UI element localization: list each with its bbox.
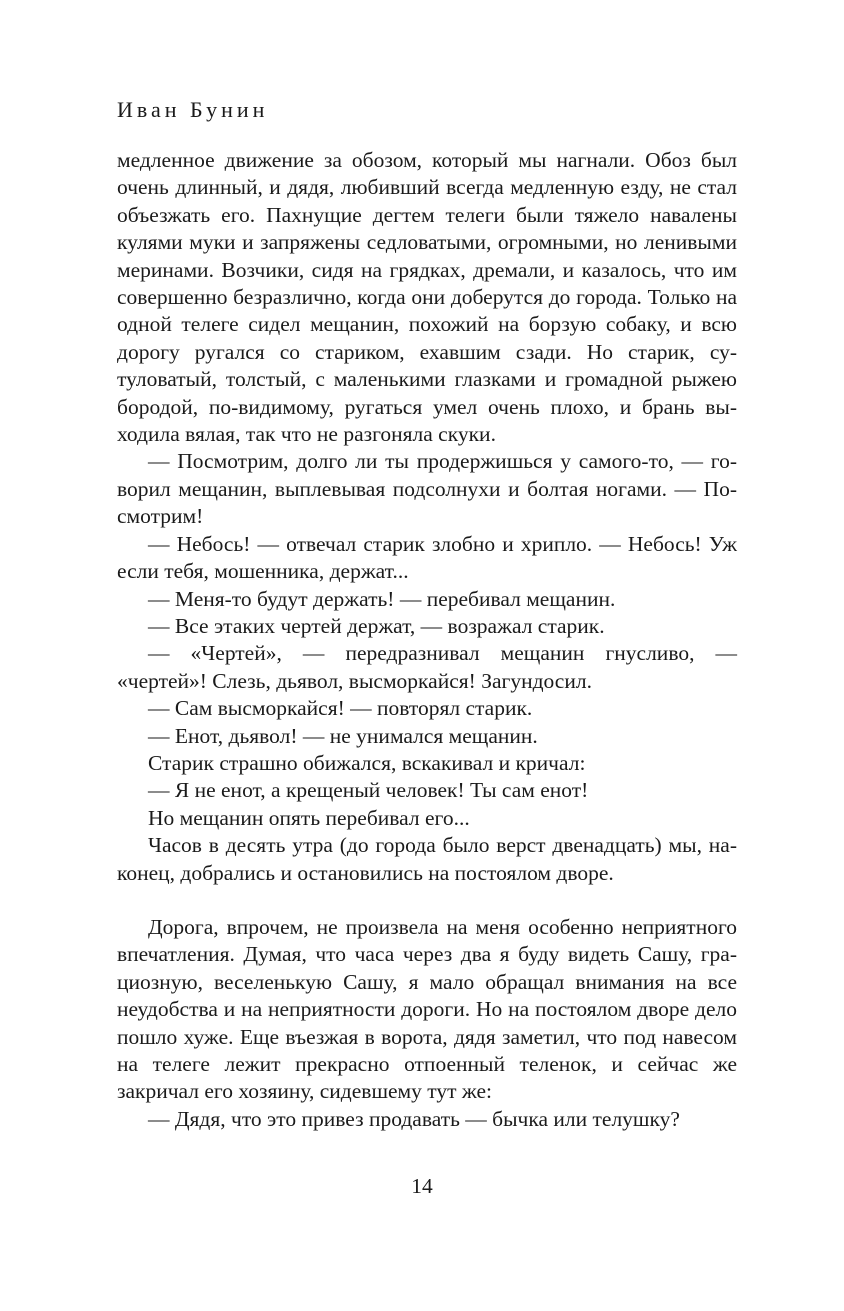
paragraph: медленное движение за обозом, который мы нагнали. Обоз был очень длинный, и дядя, любивший всегда медленную езду, не стал объезжать его. Пахнущие дегтем телеги были тяжело навалены кулями муки и запряжены седловатыми, огромными, но ленивыми меринами. Возчики, сидя на грядках, дремали, и казалось, что им совершенно безразлично, когда они доберутся до города. Только на одной телеге сидел мещанин, похожий на борзую собаку, и всю дорогу ругался со стариком, ехавшим сзади. Но старик, сутуловатый, толстый, с маленькими глазками и громадной рыжею бородой, по-видимому, ругаться умел очень плохо, и брань выходила вялая, так что не разгоняла скуки. — [117, 148, 737, 447]
paragraph: — Меня-то будут держать! — перебивал мещанин. — [148, 586, 616, 611]
paragraph: Дорога, впрочем, не произвела на меня особенно неприятного впечатления. Думая, что часа через два я буду видеть Сашу, грациозную, веселенькую Сашу, я мало обращал внимания на все неудобства и на неприятности дороги. Но на постоялом дворе дело пошло хуже. Еще въезжая в ворота, дядя заметил, что под навесом на телеге лежит прекрасно отпоенный теленок, и сейчас же закричал его хозяину, сидевшему тут же: — [117, 914, 737, 1104]
paragraph: Но мещанин опять перебивал его... — [148, 805, 470, 830]
paragraph: — Енот, дьявол! — не унимался мещанин. — [148, 723, 538, 748]
paragraph: Часов в десять утра (до города было верст двенадцать) мы, наконец, добрались и остановились на постоялом дворе. — [117, 833, 737, 885]
running-head-author: Иван Бунин — [117, 97, 269, 122]
paragraph: — Все этаких чертей держат, — возражал старик. — [148, 613, 605, 638]
paragraph: — Посмотрим, долго ли ты продержишься у самого-то, — говорил мещанин, выплевывая подсолнухи и болтая ногами. — Посмотрим! — [117, 449, 737, 529]
paragraph: — «Чертей», — передразнивал мещанин гнусливо, — «чертей»! Слезь, дьявол, высморкайся! Загундосил. — [117, 641, 737, 693]
paragraph: — Сам высморкайся! — повторял старик. — [148, 696, 533, 721]
paragraph: Старик страшно обижался, вскакивал и кричал: — [148, 750, 586, 775]
page-number: 14 — [411, 1174, 433, 1198]
paragraph: — Дядя, что это привез продавать — бычка или телушку? — [148, 1106, 680, 1131]
text-block — [117, 147, 737, 1133]
paragraph: — Небось! — отвечал старик злобно и хрипло. — Небось! Уж если тебя, мошенника, держат... — [117, 531, 737, 584]
paragraph: — Я не енот, а крещеный человек! Ты сам енот! — [148, 778, 589, 803]
section-break — [117, 887, 737, 914]
